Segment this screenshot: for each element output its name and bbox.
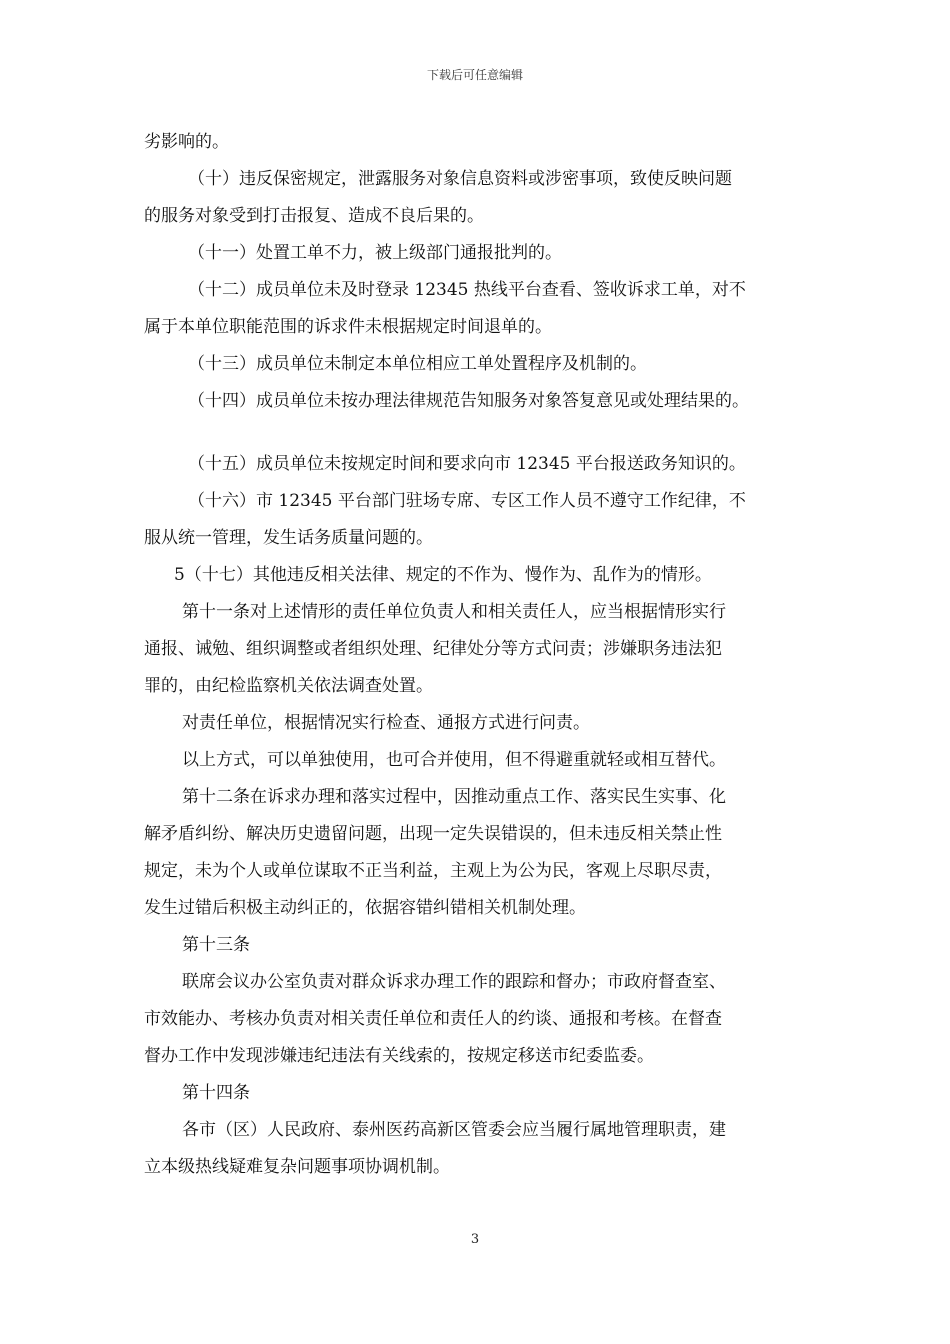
- text-line: 督办工作中发现涉嫌违纪违法有关线索的，按规定移送市纪委监委。: [144, 1046, 654, 1066]
- text-line: （十一）处置工单不力，被上级部门通报批判的。: [188, 243, 562, 263]
- text-line: 第十二条在诉求办理和落实过程中，因推动重点工作、落实民生实事、化: [182, 787, 726, 807]
- text-line: 立本级热线疑难复杂问题事项协调机制。: [144, 1157, 450, 1177]
- text-line: （十四）成员单位未按办理法律规范告知服务对象答复意见或处理结果的。: [188, 391, 749, 411]
- text-line: 市效能办、考核办负责对相关责任单位和责任人的约谈、通报和考核。在督查: [144, 1009, 722, 1029]
- text-line: （十五）成员单位未按规定时间和要求向市 12345 平台报送政务知识的。: [188, 454, 746, 474]
- text-line: 劣影响的。: [144, 132, 229, 152]
- text-line: 联席会议办公室负责对群众诉求办理工作的跟踪和督办；市政府督查室、: [182, 972, 726, 992]
- text-line: 以上方式，可以单独使用，也可合并使用，但不得避重就轻或相互替代。: [182, 750, 726, 770]
- page-number: 3: [470, 1232, 480, 1247]
- section-heading: 第十四条: [182, 1083, 250, 1103]
- section-heading: 第十三条: [182, 935, 250, 955]
- text-line: 5（十七）其他违反相关法律、规定的不作为、慢作为、乱作为的情形。: [174, 565, 712, 585]
- header-note: 下载后可任意编辑: [426, 68, 523, 82]
- text-line: 各市（区）人民政府、泰州医药高新区管委会应当履行属地管理职责，建: [182, 1120, 726, 1140]
- text-line: 发生过错后积极主动纠正的，依据容错纠错相关机制处理。: [144, 898, 586, 918]
- text-line: 的服务对象受到打击报复、造成不良后果的。: [144, 206, 484, 226]
- text-line: （十六）市 12345 平台部门驻场专席、专区工作人员不遵守工作纪律，不: [188, 491, 746, 511]
- text-line: 解矛盾纠纷、解决历史遗留问题，出现一定失误错误的，但未违反相关禁止性: [144, 824, 722, 844]
- text-line: 规定，未为个人或单位谋取不正当利益，主观上为公为民，客观上尽职尽责，: [144, 861, 722, 881]
- document-body: [144, 124, 814, 1186]
- text-line: 第十一条对上述情形的责任单位负责人和相关责任人，应当根据情形实行: [182, 602, 726, 622]
- paragraph-gap: [144, 420, 814, 446]
- text-line: 通报、诫勉、组织调整或者组织处理、纪律处分等方式问责；涉嫌职务违法犯: [144, 639, 722, 659]
- text-line: （十三）成员单位未制定本单位相应工单处置程序及机制的。: [188, 354, 647, 374]
- text-line: 属于本单位职能范围的诉求件未根据规定时间退单的。: [144, 317, 552, 337]
- text-line: （十二）成员单位未及时登录 12345 热线平台查看、签收诉求工单，对不: [188, 280, 746, 300]
- text-line: 罪的，由纪检监察机关依法调查处置。: [144, 676, 433, 696]
- text-line: 服从统一管理，发生话务质量问题的。: [144, 528, 433, 548]
- text-line: 对责任单位，根据情况实行检查、通报方式进行问责。: [182, 713, 590, 733]
- text-line: （十）违反保密规定，泄露服务对象信息资料或涉密事项，致使反映问题: [188, 169, 732, 189]
